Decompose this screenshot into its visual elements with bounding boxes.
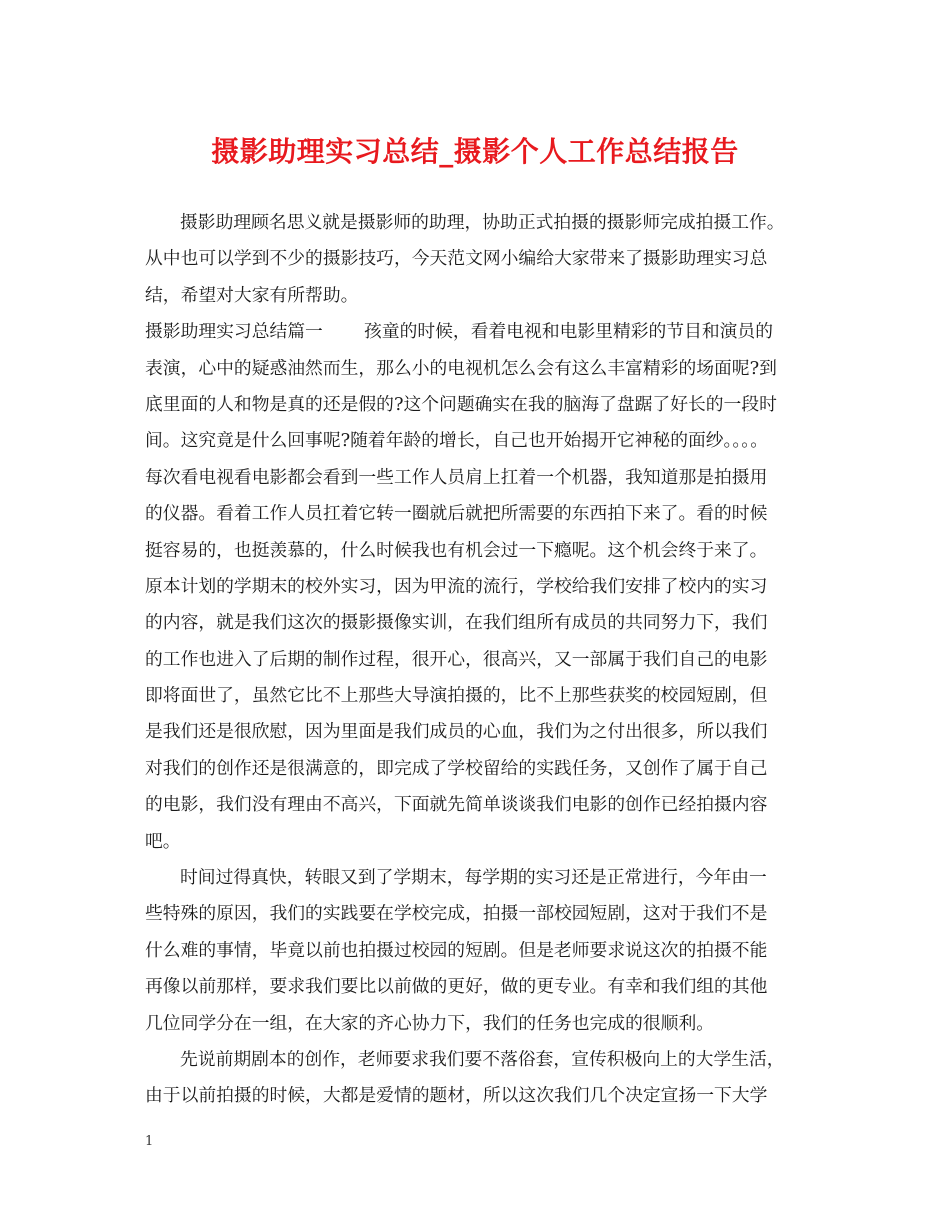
text-line: 摄影助理顾名思义就是摄影师的助理，协助正式拍摄的摄影师完成拍摄工作。	[180, 212, 785, 233]
text-line: 对我们的创作还是很满意的，即完成了学校留给的实践任务，又创作了属于自己	[145, 757, 768, 779]
text-line: 是我们还是很欣慰，因为里面是我们成员的心血，我们为之付出很多，所以我们	[145, 721, 768, 743]
text-line: 再像以前那样，要求我们要比以前做的更好，做的更专业。有幸和我们组的其他	[145, 976, 768, 998]
text-line: 间。这究竟是什么回事呢?随着年龄的增长，自己也开始揭开它神秘的面纱。。。。	[145, 430, 768, 452]
text-line: 时间过得真快，转眼又到了学期末，每学期的实习还是正常进行，今年由一	[180, 867, 767, 889]
text-line: 原本计划的学期末的校外实习，因为甲流的流行，学校给我们安排了校内的实习	[145, 575, 768, 597]
text-line: 即将面世了，虽然它比不上那些大导演拍摄的，比不上那些获奖的校园短剧，但	[145, 685, 768, 707]
text-line: 表演，心中的疑惑油然而生，那么小的电视机怎么会有这么丰富精彩的场面呢?到	[145, 357, 777, 379]
text-line: 吧。	[145, 830, 181, 852]
text-line: 摄影助理实习总结篇一 孩童的时候，看着电视和电影里精彩的节目和演员的	[145, 321, 773, 343]
document-title: 摄影助理实习总结_摄影个人工作总结报告	[211, 135, 739, 168]
text-line: 底里面的人和物是真的还是假的?这个问题确实在我的脑海了盘踞了好长的一段时	[145, 393, 777, 415]
text-line: 先说前期剧本的创作，老师要求我们要不落俗套，宣传积极向上的大学生活，	[180, 1048, 785, 1070]
text-line: 的电影，我们没有理由不高兴，下面就先简单谈谈我们电影的创作已经拍摄内容	[145, 794, 768, 816]
text-line: 些特殊的原因，我们的实践要在学校完成，拍摄一部校园短剧，这对于我们不是	[145, 903, 768, 925]
text-line: 从中也可以学到不少的摄影技巧，今天范文网小编给大家带来了摄影助理实习总	[145, 248, 768, 270]
text-line: 的内容，就是我们这次的摄影摄像实训，在我们组所有成员的共同努力下，我们	[145, 612, 768, 634]
text-line: 结，希望对大家有所帮助。	[145, 284, 359, 306]
page-number: 1	[145, 1134, 154, 1149]
text-line: 由于以前拍摄的时候，大都是爱情的题材，所以这次我们几个决定宣扬一下大学	[145, 1085, 768, 1107]
text-line: 挺容易的，也挺羡慕的，什么时候我也有机会过一下瘾呢。这个机会终于来了。	[145, 539, 768, 561]
text-line: 的工作也进入了后期的制作过程，很开心，很高兴，又一部属于我们自己的电影	[145, 648, 768, 670]
text-line: 几位同学分在一组，在大家的齐心协力下，我们的任务也完成的很顺利。	[145, 1012, 715, 1034]
text-line: 什么难的事情，毕竟以前也拍摄过校园的短剧。但是老师要求说这次的拍摄不能	[145, 939, 768, 961]
text-line: 的仪器。看着工作人员扛着它转一圈就后就把所需要的东西拍下来了。看的时候	[145, 503, 768, 525]
text-line: 每次看电视看电影都会看到一些工作人员肩上扛着一个机器，我知道那是拍摄用	[145, 466, 768, 488]
document-body	[145, 205, 815, 1115]
